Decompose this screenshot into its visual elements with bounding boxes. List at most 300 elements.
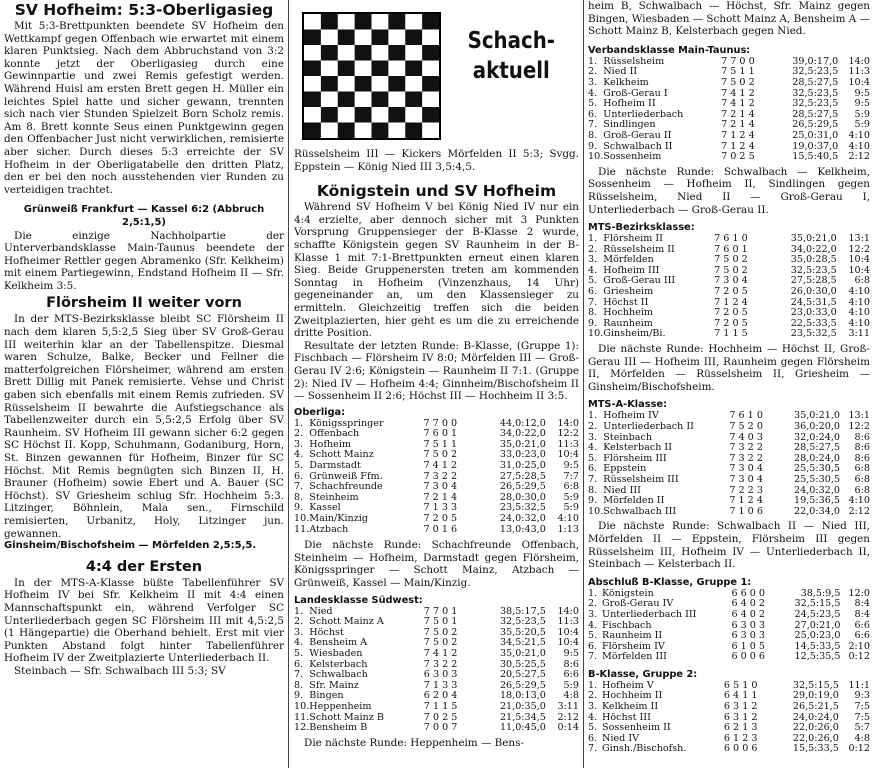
rank-cell: 5. bbox=[588, 452, 598, 464]
team-cell: Höchst bbox=[309, 626, 344, 638]
points-cell: 6:6 bbox=[563, 669, 579, 681]
team-cell: Rüsselsheim II bbox=[603, 243, 675, 255]
score-cell: 27,5:28,5 bbox=[499, 470, 546, 482]
points-cell: 6:8 bbox=[563, 481, 579, 493]
record-cell: 6 1 0 5 bbox=[731, 640, 766, 652]
score-cell: 27,0:21,0 bbox=[794, 619, 841, 631]
article-paragraph: Während SV Hofheim V bei König Nied IV nur ein 4:4 erzielte, aber dennoch sicher mit 3 Punkten Vorsprung Gruppensieger der B-Klasse 2 wurde, schaffte Königstein gegen SV Raunheim in der B-Klasse 1 mit 7:1-Brettpunkten erneut einen klaren Sieg. Beide Gruppenersten treten am kommenden Sonntag in Hofheim (Vinzenzhaus, 14 Uhr) gegeneinander an, um den Klassensieger zu ermitteln. Gleichzeitig treffen sich die beiden Zweitplazierten, hier geht es um die zu erreichende dritte Position. bbox=[294, 201, 579, 340]
table-row bbox=[588, 507, 870, 518]
team-cell: Ginsheim/Bi. bbox=[603, 328, 666, 340]
points-cell: 14:0 bbox=[557, 417, 579, 429]
score-cell: 28,0:30,0 bbox=[499, 491, 546, 503]
team-cell: Schachfreunde bbox=[309, 481, 383, 493]
points-cell: 4:8 bbox=[854, 732, 870, 744]
next-round: Die nächste Runde: Hochheim — Höchst II, Groß-Gerau III — Hofheim III, Raunheim gegen Flörsheim II, Mörfelden — Rüsselsheim II, Griesheim — Ginsheim/Bischofsheim. bbox=[588, 343, 870, 393]
score-cell: 29,0:19,0 bbox=[792, 690, 839, 702]
score-cell: 23,5:32,5 bbox=[499, 502, 546, 514]
rank-cell: 9. bbox=[294, 502, 304, 514]
record-cell: 6 4 0 2 bbox=[731, 608, 766, 620]
team-cell: Schwalbach III bbox=[603, 505, 677, 517]
table-title: Oberliga: bbox=[294, 406, 346, 418]
table-row bbox=[588, 131, 870, 142]
rank-cell: 8. bbox=[294, 679, 304, 691]
team-cell: Eppstein bbox=[603, 463, 647, 475]
table-row bbox=[294, 723, 579, 734]
record-cell: 7 2 0 5 bbox=[714, 317, 748, 329]
record-cell: 7 6 1 0 bbox=[729, 410, 763, 422]
team-cell: Groß-Gerau I bbox=[603, 87, 668, 99]
points-cell: 3:11 bbox=[848, 328, 870, 340]
rank-cell: 5. bbox=[294, 647, 304, 659]
score-cell: 38,5:17,5 bbox=[499, 605, 546, 617]
rank-cell: 7. bbox=[588, 296, 598, 308]
table-row bbox=[588, 652, 870, 663]
record-cell: 7 1 2 4 bbox=[729, 495, 763, 507]
standings-table bbox=[588, 234, 870, 340]
score-cell: 23,0:33,0 bbox=[790, 307, 837, 319]
record-cell: 7 4 0 3 bbox=[729, 431, 763, 443]
record-cell: 6 4 0 2 bbox=[731, 598, 766, 610]
table-row bbox=[588, 744, 870, 755]
points-cell: 6:8 bbox=[854, 463, 870, 475]
points-cell: 9:5 bbox=[563, 460, 579, 472]
score-cell: 26,5:21,5 bbox=[792, 701, 839, 713]
points-cell: 14:0 bbox=[848, 55, 870, 67]
team-cell: Grünweiß Ffm. bbox=[309, 470, 383, 482]
points-cell: 12:2 bbox=[848, 421, 870, 432]
score-cell: 28,0:24,0 bbox=[794, 452, 840, 464]
record-cell: 7 3 2 2 bbox=[729, 442, 763, 454]
points-cell: 12:0 bbox=[848, 587, 870, 599]
table-title: B-Klasse, Gruppe 2: bbox=[588, 668, 698, 680]
rank-cell: 5. bbox=[294, 460, 304, 472]
next-round: Die nächste Runde: Schwalbach II — Nied III, Mörfelden II — Eppstein, Flörsheim III gegen Rüsselsheim III, Hofheim IV — Unterliederbach II, Steinbach — Kelsterbach II. bbox=[588, 520, 870, 571]
record-cell: 7 5 1 1 bbox=[721, 66, 755, 78]
points-cell: 5:9 bbox=[563, 502, 579, 514]
rank-cell: 6. bbox=[294, 470, 304, 482]
record-cell: 7 2 1 4 bbox=[721, 108, 755, 120]
points-cell: 11:1 bbox=[848, 679, 870, 691]
points-cell: 7:5 bbox=[854, 701, 870, 713]
table-row bbox=[588, 475, 870, 486]
score-cell: 32,5:23,5 bbox=[792, 98, 839, 110]
score-cell: 15,5:33,5 bbox=[792, 743, 839, 755]
team-cell: Groß-Gerau IV bbox=[602, 598, 674, 610]
record-cell: 7 1 3 3 bbox=[423, 679, 458, 691]
headline-koenigstein: Königstein und SV Hofheim bbox=[316, 182, 557, 201]
points-cell: 2:12 bbox=[848, 151, 870, 163]
record-cell: 6 3 0 3 bbox=[731, 630, 766, 642]
rank-cell: 8. bbox=[588, 307, 598, 319]
points-cell: 10:4 bbox=[557, 637, 579, 649]
points-cell: 6:6 bbox=[854, 619, 870, 631]
record-cell: 7 5 0 2 bbox=[714, 264, 748, 276]
table-title: Verbandsklasse Main-Taunus: bbox=[588, 44, 751, 56]
record-cell: 6 2 1 3 bbox=[723, 722, 758, 734]
rank-cell: 4. bbox=[588, 264, 598, 276]
score-cell: 35,5:20,5 bbox=[499, 626, 546, 638]
points-cell: 5:9 bbox=[854, 119, 870, 131]
team-cell: Schott Mainz bbox=[309, 449, 374, 461]
table-title: Abschluß B-Klasse, Gruppe 1: bbox=[588, 576, 752, 588]
rank-cell: 6. bbox=[588, 286, 598, 298]
article-paragraph: Steinbach — Sfr. Schwalbach III 5:3; SV bbox=[14, 664, 226, 677]
table-title: MTS-A-Klasse: bbox=[588, 399, 667, 411]
team-cell: Kelkheim bbox=[603, 76, 649, 88]
standings-table bbox=[294, 607, 579, 734]
team-cell: Schwalbach bbox=[309, 669, 368, 681]
record-cell: 6 0 0 6 bbox=[723, 743, 758, 755]
points-cell: 10:4 bbox=[557, 449, 579, 461]
rank-cell: 3. bbox=[294, 438, 304, 450]
team-cell: Mörfelden bbox=[603, 254, 654, 266]
points-cell: 11:3 bbox=[557, 616, 579, 628]
score-cell: 13,0:43,0 bbox=[499, 523, 546, 535]
record-cell: 7 3 2 2 bbox=[423, 470, 458, 482]
team-cell: Höchst II bbox=[603, 296, 649, 308]
team-cell: Steinbach bbox=[603, 431, 653, 443]
record-cell: 7 6 0 1 bbox=[423, 428, 458, 440]
rank-cell: 3. bbox=[588, 76, 598, 88]
record-cell: 6 3 1 2 bbox=[723, 701, 758, 713]
points-cell: 6:8 bbox=[854, 473, 870, 485]
record-cell: 7 6 0 1 bbox=[714, 243, 748, 255]
rank-cell: 6. bbox=[588, 463, 598, 475]
score-cell: 25,0:31,0 bbox=[792, 129, 839, 141]
score-cell: 30,5:25,5 bbox=[499, 658, 546, 670]
points-cell: 0:14 bbox=[557, 722, 579, 734]
team-cell: Sossenheim II bbox=[602, 722, 671, 734]
table-row bbox=[294, 702, 579, 713]
score-cell: 11,0:45,0 bbox=[499, 722, 546, 734]
record-cell: 6 0 0 6 bbox=[731, 651, 766, 663]
team-cell: Flörsheim IV bbox=[602, 640, 665, 652]
record-cell: 7 2 1 4 bbox=[721, 119, 755, 131]
rank-cell: 8. bbox=[588, 129, 598, 141]
score-cell: 15,5:40,5 bbox=[792, 151, 839, 163]
score-cell: 22,5:33,5 bbox=[790, 317, 837, 329]
team-cell: Kelkheim II bbox=[602, 701, 659, 713]
team-cell: Höchst III bbox=[602, 711, 651, 723]
table-row bbox=[294, 649, 579, 660]
table-row bbox=[588, 610, 870, 621]
record-cell: 7 4 1 2 bbox=[721, 87, 755, 99]
record-cell: 7 5 0 2 bbox=[423, 637, 458, 649]
score-cell: 24,5:31,5 bbox=[790, 296, 837, 308]
points-cell: 12:2 bbox=[557, 428, 579, 440]
rank-cell: 7. bbox=[294, 481, 304, 493]
points-cell: 4:10 bbox=[848, 307, 870, 319]
points-cell: 7:5 bbox=[854, 711, 870, 723]
points-cell: 4:10 bbox=[848, 140, 870, 152]
team-cell: Unterliederbach III bbox=[602, 608, 697, 620]
rank-cell: 4. bbox=[588, 619, 598, 631]
rank-cell: 9. bbox=[588, 495, 598, 507]
record-cell: 7 3 2 2 bbox=[423, 658, 458, 670]
points-cell: 8:6 bbox=[854, 431, 870, 443]
score-cell: 22,0:26,0 bbox=[792, 732, 839, 744]
record-cell: 7 2 0 5 bbox=[714, 286, 748, 298]
record-cell: 6 6 0 0 bbox=[731, 587, 766, 599]
team-cell: Hofheim III bbox=[603, 264, 660, 276]
standings-table bbox=[588, 589, 870, 663]
score-cell: 24,0:32,0 bbox=[794, 484, 840, 496]
record-cell: 7 1 1 5 bbox=[423, 700, 458, 712]
record-cell: 7 5 0 1 bbox=[423, 616, 458, 628]
score-cell: 14,5:33,5 bbox=[794, 640, 841, 652]
rank-cell: 6. bbox=[588, 732, 598, 744]
column-3 bbox=[588, 0, 870, 768]
points-cell: 11:3 bbox=[848, 66, 870, 78]
next-round: Die nächste Runde: Heppenheim — Bens- bbox=[304, 736, 524, 749]
record-cell: 7 7 0 1 bbox=[423, 605, 458, 617]
rank-cell: 2. bbox=[588, 66, 598, 78]
team-cell: Hochheim bbox=[603, 307, 653, 319]
points-cell: 8:4 bbox=[854, 598, 870, 610]
points-cell: 12:2 bbox=[848, 243, 870, 255]
score-cell: 19,0:37,0 bbox=[792, 140, 839, 152]
points-cell: 6:6 bbox=[854, 630, 870, 642]
rank-cell: 3. bbox=[588, 608, 598, 620]
rank-cell: 3. bbox=[294, 626, 304, 638]
record-cell: 7 0 0 7 bbox=[423, 722, 458, 734]
column-divider bbox=[288, 0, 289, 768]
rank-cell: 6. bbox=[588, 640, 598, 652]
rank-cell: 7. bbox=[294, 669, 304, 681]
rank-cell: 3. bbox=[588, 701, 598, 713]
team-cell: Nied IV bbox=[602, 732, 640, 744]
rank-cell: 6. bbox=[294, 658, 304, 670]
rank-cell: 9. bbox=[588, 317, 598, 329]
table-title: MTS-Bezirksklasse: bbox=[588, 222, 695, 234]
team-cell: Königsspringer bbox=[309, 417, 384, 429]
points-cell: 4:10 bbox=[557, 513, 579, 525]
team-cell: Wiesbaden bbox=[309, 647, 363, 659]
rank-cell: 3. bbox=[588, 431, 598, 443]
rank-cell: 7. bbox=[588, 743, 598, 755]
points-cell: 5:9 bbox=[563, 679, 579, 691]
score-cell: 25,5:30,5 bbox=[794, 463, 840, 475]
score-cell: 24,0:32,0 bbox=[499, 513, 546, 525]
rank-cell: 1. bbox=[294, 417, 304, 429]
score-cell: 34,0:22,0 bbox=[499, 428, 546, 440]
score-cell: 21,5:34,5 bbox=[499, 711, 546, 723]
score-cell: 27,5:28,5 bbox=[790, 275, 837, 287]
points-cell: 4:10 bbox=[848, 317, 870, 329]
team-cell: Fischbach bbox=[602, 619, 652, 631]
score-cell: 32,0:24,0 bbox=[794, 431, 840, 443]
team-cell: Offenbach bbox=[309, 428, 360, 440]
rank-cell: 1. bbox=[588, 679, 598, 691]
table-row bbox=[588, 422, 870, 433]
score-cell: 33,0:23,0 bbox=[499, 449, 546, 461]
record-cell: 7 4 1 2 bbox=[423, 647, 458, 659]
score-cell: 39,0:17,0 bbox=[792, 55, 839, 67]
rank-cell: 8. bbox=[294, 491, 304, 503]
team-cell: Mörfelden III bbox=[602, 651, 667, 663]
points-cell: 10:4 bbox=[848, 76, 870, 88]
article-paragraph: Mit 5:3-Brettpunkten beendete SV Hofheim den Wettkampf gegen Offenbach wie erwartet mit einem klaren Punktsieg. Nach dem Abbruchstand von 3:2 konnte jetzt der Oberligasieg durch eine Gewinnpartie und zwei Remis gefestigt werden. Während Huisl am ersten Brett gegen H. Müller ein leichtes Spiel hatte und sicher gewann, trennten sich nach vier Stunden Spielzeit Born Scholz remis. Am 8. Brett konnte Seus einen Punktgewinn gegen den Offenbacher Just nicht verwirklichen, remisierte aber sicher. Durch dieses 5:3 erreichte der SV Hofheim in der Oberligatabelle den dritten Platz, den er bei den noch ausstehenden vier Runden zu verteidigen trachtet. bbox=[4, 20, 284, 196]
score-cell: 26,0:30,0 bbox=[790, 286, 837, 298]
rank-cell: 2. bbox=[588, 598, 598, 610]
table-row bbox=[588, 152, 870, 163]
section-title: Schach-aktuell bbox=[467, 28, 556, 84]
record-cell: 7 1 2 4 bbox=[721, 140, 755, 152]
score-cell: 32,5:23,5 bbox=[792, 66, 839, 78]
score-cell: 25,0:23,0 bbox=[794, 630, 841, 642]
next-round: Die nächste Runde: Schwalbach — Kelkheim, Sossenheim — Hofheim II, Sindlingen gegen Rüsselsheim, Nied II — Groß-Gerau I, Unterliederbach — Groß-Gerau II. bbox=[588, 165, 870, 216]
table-title: Landesklasse Südwest: bbox=[294, 594, 423, 606]
team-cell: Bingen bbox=[309, 690, 344, 702]
team-cell: Sfr. Mainz bbox=[309, 679, 359, 691]
record-cell: 7 6 1 0 bbox=[714, 233, 748, 245]
record-cell: 7 1 3 3 bbox=[423, 502, 458, 514]
rank-cell: 1. bbox=[588, 410, 598, 422]
record-cell: 7 7 0 0 bbox=[423, 417, 458, 429]
record-cell: 7 5 0 2 bbox=[423, 449, 458, 461]
points-cell: 2:10 bbox=[848, 640, 870, 652]
article-paragraph: In der MTS-A-Klasse büßte Tabellenführer SV Hofheim IV bei Sfr. Kelkheim II mit 4:4 einen Mannschaftspunkt ein, während Verfolger SC Unterliederbach gegen SC Flörsheim III mit 4,5:2,5 (1 Hängepartie) die Oberhand behielt. Erst mit vier Punkten Abstand folgt hinter Tabellenführer Hofheim IV der Zweitplazierte Unterliederbach II. bbox=[4, 576, 284, 665]
points-cell: 10:4 bbox=[848, 264, 870, 276]
team-cell: Flörsheim III bbox=[603, 452, 667, 464]
score-cell: 32,5:23,5 bbox=[790, 264, 837, 276]
rank-cell: 9. bbox=[294, 690, 304, 702]
team-cell: Nied III bbox=[603, 484, 641, 496]
rank-cell: 4. bbox=[588, 442, 598, 454]
team-cell: Sossenheim bbox=[603, 151, 662, 163]
team-cell: Raunheim bbox=[603, 317, 653, 329]
points-cell: 6:8 bbox=[854, 484, 870, 496]
standings-table bbox=[588, 57, 870, 163]
rank-cell: 2. bbox=[588, 690, 598, 702]
team-cell: Main/Kinzig bbox=[309, 513, 368, 525]
team-cell: Nied bbox=[309, 605, 333, 617]
score-cell: 32,5:23,5 bbox=[792, 87, 839, 99]
team-cell: Hochheim II bbox=[602, 690, 663, 702]
next-round: Die nächste Runde: Schachfreunde Offenbach, Steinheim — Hofheim, Darmstadt gegen Flörsheim, Königsspringer — Schott Mainz, Atzbach — Grünweiß, Kassel — Main/Kinzig. bbox=[294, 539, 579, 589]
headline-ersten: 4:4 der Ersten bbox=[85, 558, 203, 575]
rank-cell: 10. bbox=[294, 513, 310, 525]
record-cell: 7 5 2 0 bbox=[729, 421, 763, 432]
team-cell: Unterliederbach II bbox=[603, 421, 694, 432]
team-cell: Heppenheim bbox=[309, 700, 372, 712]
column-1 bbox=[4, 0, 284, 768]
points-cell: 0:12 bbox=[848, 743, 870, 755]
record-cell: 6 2 0 4 bbox=[423, 690, 458, 702]
points-cell: 13:1 bbox=[848, 233, 870, 245]
team-cell: Steinheim bbox=[309, 491, 359, 503]
rank-cell: 7. bbox=[588, 119, 598, 131]
record-cell: 6 5 1 0 bbox=[723, 679, 758, 691]
score-cell: 35,0:28,5 bbox=[790, 254, 837, 266]
points-cell: 8:4 bbox=[854, 608, 870, 620]
team-cell: Hofheim bbox=[309, 438, 351, 450]
team-cell: Kassel bbox=[309, 502, 341, 514]
score-cell: 28,5:27,5 bbox=[794, 442, 840, 454]
rank-cell: 1. bbox=[294, 605, 304, 617]
rank-cell: 4. bbox=[294, 449, 304, 461]
points-cell: 11:3 bbox=[557, 438, 579, 450]
points-cell: 2:12 bbox=[848, 505, 870, 517]
rank-cell: 7. bbox=[588, 651, 598, 663]
article-paragraph: heim B, Schwalbach — Höchst, Sfr. Mainz gegen Bingen, Wiesbaden — Schott Mainz A, Bensheim A — Schott Mainz B, Kelsterbach gegen Nied. bbox=[588, 0, 870, 38]
rank-cell: 10. bbox=[588, 151, 604, 163]
rank-cell: 2. bbox=[588, 243, 598, 255]
record-cell: 6 3 1 2 bbox=[723, 711, 758, 723]
record-cell: 7 5 0 2 bbox=[423, 626, 458, 638]
headline-oberligasieg: SV Hofheim: 5:3-Oberligasieg bbox=[14, 1, 274, 19]
points-cell: 3:11 bbox=[557, 700, 579, 712]
record-cell: 7 2 0 5 bbox=[714, 307, 748, 319]
points-cell: 8:6 bbox=[563, 658, 579, 670]
rank-cell: 12. bbox=[294, 722, 310, 734]
points-cell: 14:0 bbox=[557, 605, 579, 617]
record-cell: 7 1 0 6 bbox=[729, 505, 763, 517]
score-cell: 28,5:27,5 bbox=[792, 76, 839, 88]
result-line: Grünweiß Frankfurt — Kassel 6:2 (Abbruch 2,5:1,5) bbox=[23, 204, 265, 228]
points-cell: 7:7 bbox=[563, 470, 579, 482]
team-cell: Königstein bbox=[602, 587, 654, 599]
team-cell: Unterliederbach bbox=[603, 108, 684, 120]
team-cell: Ginsh./Bischofsh. bbox=[602, 743, 687, 755]
score-cell: 18,0:13,0 bbox=[499, 690, 546, 702]
team-cell: Groß-Gerau II bbox=[603, 129, 672, 141]
rank-cell: 7. bbox=[588, 473, 598, 485]
record-cell: 7 4 1 2 bbox=[721, 98, 755, 110]
points-cell: 10:4 bbox=[557, 626, 579, 638]
team-cell: Schott Mainz B bbox=[309, 711, 384, 723]
table-row bbox=[588, 78, 870, 89]
rank-cell: 1. bbox=[588, 587, 598, 599]
rank-cell: 8. bbox=[588, 484, 598, 496]
chessboard-image bbox=[302, 12, 441, 140]
points-cell: 4:10 bbox=[848, 286, 870, 298]
article-paragraph: Rüsselsheim III — Kickers Mörfelden II 5:3; Svgg. Eppstein — König Nied III 3,5:4,5. bbox=[294, 148, 579, 173]
rank-cell: 2. bbox=[294, 428, 304, 440]
record-cell: 7 1 2 4 bbox=[721, 129, 755, 141]
team-cell: Atzbach bbox=[309, 523, 349, 535]
record-cell: 7 1 1 5 bbox=[714, 328, 748, 340]
points-cell: 4:10 bbox=[848, 495, 870, 507]
record-cell: 7 3 0 4 bbox=[729, 463, 763, 475]
rank-cell: 6. bbox=[588, 108, 598, 120]
team-cell: Schott Mainz A bbox=[309, 616, 384, 628]
result-line: Ginsheim/Bischofsheim — Mörfelden 2,5:5,5. bbox=[4, 540, 257, 552]
record-cell: 7 5 1 1 bbox=[423, 438, 458, 450]
points-cell: 9:3 bbox=[854, 690, 870, 702]
record-cell: 7 0 1 6 bbox=[423, 523, 458, 535]
table-row bbox=[588, 329, 870, 340]
article-paragraph: Die einzige Nachholpartie der Unterverbandsklasse Main-Taunus beendete der Hofheimer Rettler gegen Abramenko (Sfr. Kelkheim) mit einem Partiegewinn, Endstand Hofheim II — Sfr. Kelkheim 3:5. bbox=[4, 229, 284, 292]
team-cell: Hofheim IV bbox=[603, 410, 659, 422]
score-cell: 12,5:35,5 bbox=[794, 651, 841, 663]
score-cell: 21,0:35,0 bbox=[499, 700, 546, 712]
rank-cell: 11. bbox=[294, 711, 310, 723]
score-cell: 34,0:22,0 bbox=[790, 243, 837, 255]
rank-cell: 5. bbox=[588, 275, 598, 287]
score-cell: 31,0:25,0 bbox=[499, 460, 546, 472]
column-2 bbox=[294, 0, 579, 768]
record-cell: 7 3 0 4 bbox=[714, 275, 748, 287]
rank-cell: 10. bbox=[294, 700, 310, 712]
standings-table bbox=[588, 411, 870, 517]
score-cell: 35,0:21,0 bbox=[499, 647, 546, 659]
score-cell: 35,0:21,0 bbox=[794, 410, 840, 422]
points-cell: 13:1 bbox=[848, 410, 870, 422]
score-cell: 26,5:29,5 bbox=[792, 119, 839, 131]
team-cell: Nied II bbox=[603, 66, 638, 78]
score-cell: 38,5:9,5 bbox=[800, 587, 841, 599]
